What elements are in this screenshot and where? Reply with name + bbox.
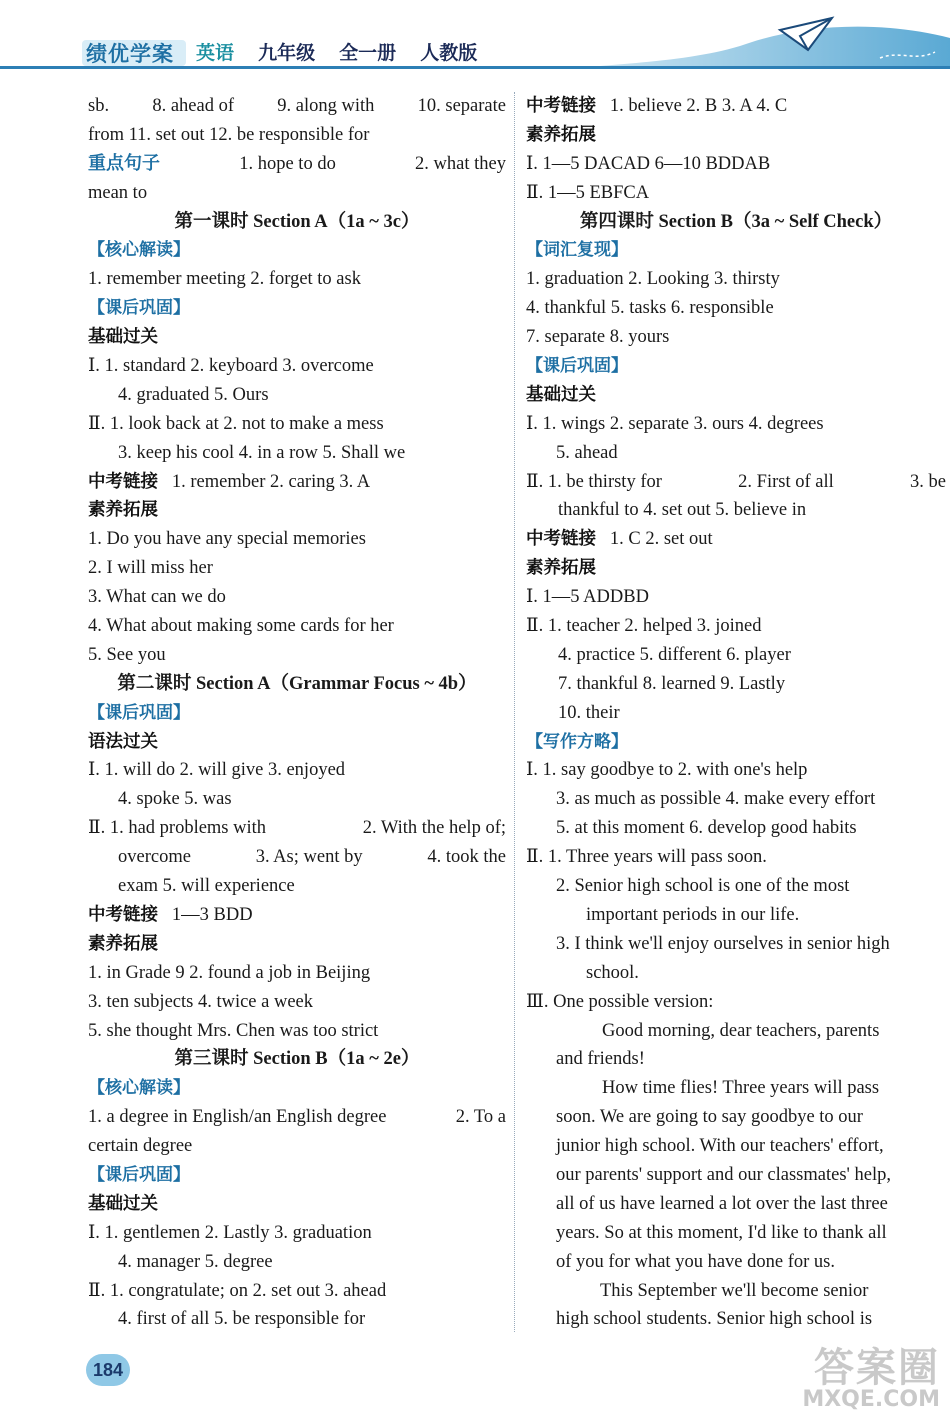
column-divider <box>514 92 515 1332</box>
subsection-heading: 素养拓展 <box>526 124 596 145</box>
answer-line: 4. first of all 5. be responsible for <box>118 1309 366 1330</box>
answer-line: 2. I will miss her <box>88 558 213 579</box>
essay-line: high school students. Senior high school is <box>556 1309 873 1330</box>
answer-line: 4. What about making some cards for her <box>88 616 394 637</box>
lesson-title: 第一课时 Section A（1a ~ 3c） <box>174 211 420 232</box>
answer-line: Ⅰ. 1. standard 2. keyboard 3. overcome <box>88 356 374 377</box>
essay-line: our parents' support and our classmates' help, <box>556 1164 891 1185</box>
answer-line: Ⅰ. 1. gentlemen 2. Lastly 3. graduation <box>88 1222 372 1243</box>
answer-line: 3. I think we'll enjoy ourselves in senior high <box>556 933 890 954</box>
answer-line: 4. thankful 5. tasks 6. responsible <box>526 298 774 319</box>
book-info <box>196 38 495 65</box>
subject: 英语 <box>196 42 235 64</box>
essay-line: How time flies! Three years will pass <box>602 1078 880 1099</box>
answer-line: 7. separate 8. yours <box>526 327 670 348</box>
essay-line: of you for what you have done for us. <box>556 1251 835 1272</box>
watermark-url: MXQE.COM <box>802 1387 940 1412</box>
edition: 人教版 <box>420 42 478 64</box>
section-heading: 【核心解读】 <box>88 1078 190 1099</box>
answer-line: 7. thankful 8. learned 9. Lastly <box>558 673 786 694</box>
subsection-heading: 素养拓展 <box>88 500 158 521</box>
answer-line: 中考链接 1. remember 2. caring 3. A <box>88 471 371 492</box>
answer-line: Ⅱ. 1—5 EBFCA <box>526 182 650 203</box>
essay-line: Good morning, dear teachers, parents <box>602 1020 880 1041</box>
answer-line: 4. practice 5. different 6. player <box>558 644 791 665</box>
answer-line: Ⅰ. 1. say goodbye to 2. with one's help <box>526 760 808 781</box>
answer-line: 5. she thought Mrs. Chen was too strict <box>88 1020 379 1041</box>
essay-line: junior high school. With our teachers' effort, <box>556 1136 884 1157</box>
section-heading: 【课后巩固】 <box>88 702 190 723</box>
exam-link-heading: 中考链接 <box>526 529 596 550</box>
answer-line: 中考链接 1. believe 2. B 3. A 4. C <box>526 96 788 116</box>
answer-line: Ⅱ. 1. teacher 2. helped 3. joined <box>526 616 762 637</box>
subsection-heading: 语法过关 <box>88 731 158 752</box>
exam-link-heading: 中考链接 <box>88 471 158 492</box>
answer-line: 1. Do you have any special memories <box>88 529 366 550</box>
essay-line: years. So at this moment, I'd like to thank all <box>556 1222 887 1243</box>
page-number: 184 <box>86 1354 130 1386</box>
section-heading: 【课后巩固】 <box>88 1164 190 1185</box>
answer-line: 5. See you <box>88 644 166 665</box>
exam-link-heading: 中考链接 <box>88 904 158 925</box>
essay-line: This September we'll become senior <box>600 1280 869 1301</box>
answer-line: 2. Senior high school is one of the most <box>556 876 850 897</box>
section-heading: 【课后巩固】 <box>88 298 190 319</box>
answer-line: 中考链接 1—3 BDD <box>88 904 253 925</box>
grade: 九年级 <box>258 42 316 64</box>
section-heading: 【课后巩固】 <box>526 356 628 377</box>
answer-line: mean to <box>88 182 148 203</box>
watermark <box>802 1336 940 1412</box>
subsection-heading: 基础过关 <box>88 1193 158 1214</box>
subsection-heading: 基础过关 <box>526 384 596 405</box>
answer-line: Ⅱ. 1. congratulate; on 2. set out 3. ahead <box>88 1280 387 1301</box>
answer-line: Ⅱ. 1. be thirsty for 2. First of all 3. be <box>526 471 946 492</box>
answer-line: Ⅲ. One possible version: <box>526 991 714 1012</box>
answer-line: 3. ten subjects 4. twice a week <box>88 991 314 1012</box>
answer-line: Ⅱ. 1. had problems with 2. With the help of; <box>88 818 506 839</box>
subsection-heading: 素养拓展 <box>88 933 158 954</box>
subsection-heading: 基础过关 <box>88 327 158 348</box>
answer-line: certain degree <box>88 1136 193 1157</box>
section-heading: 【写作方略】 <box>526 731 628 752</box>
answer-line: 3. keep his cool 4. in a row 5. Shall we <box>118 442 406 463</box>
exam-link-heading: 中考链接 <box>526 96 596 116</box>
page-header <box>0 0 950 80</box>
answer-line: 1. remember meeting 2. forget to ask <box>88 269 361 290</box>
answer-line: Ⅰ. 1—5 DACAD 6—10 BDDAB <box>526 153 771 174</box>
subsection-heading: 素养拓展 <box>526 558 596 579</box>
lesson-title: 第四课时 Section B（3a ~ Self Check） <box>579 211 893 232</box>
essay-line: and friends! <box>556 1049 645 1070</box>
answer-line: exam 5. will experience <box>118 876 295 897</box>
answer-line: 3. What can we do <box>88 587 226 608</box>
answer-line: 4. manager 5. degree <box>118 1251 273 1272</box>
answer-line: 10. their <box>558 702 620 723</box>
section-heading: 重点句子 <box>88 152 160 174</box>
answer-line: Ⅰ. 1—5 ADDBD <box>526 587 649 608</box>
answer-line: 5. ahead <box>556 442 618 463</box>
answer-line: sb. 8. ahead of 9. along with 10. separate <box>88 96 506 116</box>
answer-line: overcome 3. As; went by 4. took the <box>118 847 506 868</box>
answer-line: Ⅰ. 1. will do 2. will give 3. enjoyed <box>88 760 346 781</box>
answer-line: 中考链接 1. C 2. set out <box>526 529 713 550</box>
answer-line: 4. graduated 5. Ours <box>118 384 269 405</box>
answer-line: 3. as much as possible 4. make every effort <box>556 789 876 810</box>
answer-line: 重点句子 1. hope to do 2. what they <box>88 150 506 179</box>
answer-line: 4. spoke 5. was <box>118 789 232 810</box>
section-heading: 【词汇复现】 <box>526 240 628 261</box>
section-heading: 【核心解读】 <box>88 240 190 261</box>
right-column <box>526 92 946 1334</box>
essay-line: all of us have learned a lot over the last three <box>556 1193 888 1214</box>
answer-line: Ⅱ. 1. look back at 2. not to make a mess <box>88 413 384 434</box>
lesson-title: 第二课时 Section A（Grammar Focus ~ 4b） <box>117 673 477 694</box>
answer-line: 1. in Grade 9 2. found a job in Beijing <box>88 962 371 983</box>
left-column <box>88 92 506 1334</box>
answer-line: 1. graduation 2. Looking 3. thirsty <box>526 269 780 290</box>
answer-line: Ⅱ. 1. Three years will pass soon. <box>526 847 767 868</box>
answer-line: Ⅰ. 1. wings 2. separate 3. ours 4. degrees <box>526 413 824 434</box>
essay-line: soon. We are going to say goodbye to our <box>556 1107 863 1128</box>
answer-line: from 11. set out 12. be responsible for <box>88 124 370 145</box>
answer-line: 1. a degree in English/an English degree 2. To a <box>88 1107 506 1128</box>
answer-line: 5. at this moment 6. develop good habits <box>556 818 857 839</box>
answer-line: school. <box>586 962 639 983</box>
answer-line: important periods in our life. <box>586 904 800 925</box>
brand-logo-text: 绩优学案 <box>86 42 174 66</box>
answer-line: thankful to 4. set out 5. believe in <box>558 500 807 521</box>
lesson-title: 第三课时 Section B（1a ~ 2e） <box>174 1049 420 1070</box>
volume: 全一册 <box>339 42 397 64</box>
watermark-cn: 答案圈 <box>814 1345 940 1391</box>
